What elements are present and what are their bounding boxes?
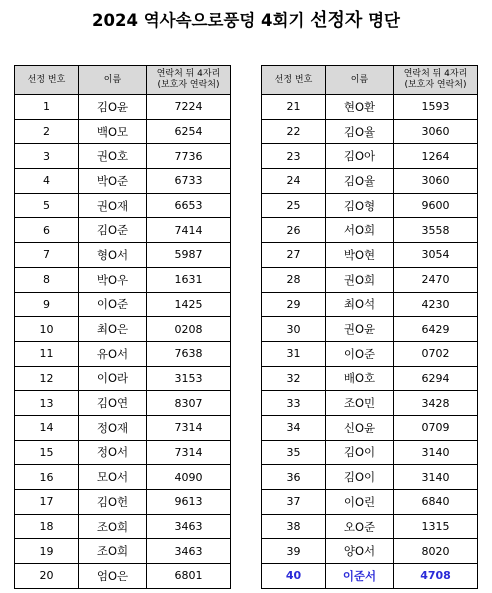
cell-number: 31 <box>262 341 326 366</box>
cell-phone: 4708 <box>394 564 478 589</box>
cell-name: 이O준 <box>326 341 394 366</box>
cell-phone: 6254 <box>147 119 231 144</box>
cell-number: 33 <box>262 391 326 416</box>
cell-number: 16 <box>15 465 79 490</box>
table-row <box>15 169 231 194</box>
cell-name: 백O모 <box>79 119 147 144</box>
cell-phone: 3054 <box>394 243 478 268</box>
cell-name: 엄O은 <box>79 564 147 589</box>
cell-name: 권O재 <box>79 193 147 218</box>
cell-phone: 3463 <box>147 539 231 564</box>
cell-phone: 3428 <box>394 391 478 416</box>
cell-number: 34 <box>262 415 326 440</box>
cell-phone: 3558 <box>394 218 478 243</box>
cell-number: 13 <box>15 391 79 416</box>
cell-name: 김O율 <box>326 119 394 144</box>
cell-phone: 2470 <box>394 267 478 292</box>
table-row <box>15 119 231 144</box>
table-row <box>15 341 231 366</box>
cell-phone: 6733 <box>147 169 231 194</box>
cell-number: 12 <box>15 366 79 391</box>
cell-name: 이O린 <box>326 490 394 515</box>
table-row <box>262 95 478 120</box>
cell-name: 최O석 <box>326 292 394 317</box>
cell-number: 19 <box>15 539 79 564</box>
cell-phone: 6429 <box>394 317 478 342</box>
cell-number: 5 <box>15 193 79 218</box>
cell-number: 36 <box>262 465 326 490</box>
cell-name: 조O민 <box>326 391 394 416</box>
page-title <box>0 6 492 32</box>
cell-number: 39 <box>262 539 326 564</box>
table-row <box>262 119 478 144</box>
cell-number: 27 <box>262 243 326 268</box>
cell-name: 배O호 <box>326 366 394 391</box>
cell-phone: 7314 <box>147 415 231 440</box>
cell-phone: 3140 <box>394 440 478 465</box>
cell-phone: 0709 <box>394 415 478 440</box>
table-row <box>262 391 478 416</box>
table-row <box>262 539 478 564</box>
header-phone-line2: (보호자 연락처) <box>404 80 467 90</box>
table-row <box>262 267 478 292</box>
table-row <box>262 465 478 490</box>
cell-phone: 9613 <box>147 490 231 515</box>
cell-phone: 6840 <box>394 490 478 515</box>
cell-number: 20 <box>15 564 79 589</box>
cell-number: 22 <box>262 119 326 144</box>
table-header-row <box>15 66 231 95</box>
table-row <box>262 218 478 243</box>
cell-phone: 1315 <box>394 514 478 539</box>
cell-phone: 3463 <box>147 514 231 539</box>
cell-phone: 1631 <box>147 267 231 292</box>
header-phone <box>147 66 231 95</box>
header-name: 이름 <box>326 66 394 95</box>
header-phone-line1: 연락처 뒤 4자리 <box>403 69 468 79</box>
table-row <box>262 292 478 317</box>
cell-number: 24 <box>262 169 326 194</box>
roster-table-right <box>261 65 478 589</box>
cell-phone: 7638 <box>147 341 231 366</box>
cell-name: 김O율 <box>326 169 394 194</box>
header-phone-line2: (보호자 연락처) <box>157 80 220 90</box>
cell-name: 유O서 <box>79 341 147 366</box>
table-row <box>262 490 478 515</box>
table-row <box>15 440 231 465</box>
cell-name: 현O환 <box>326 95 394 120</box>
title-suffix: 명단 <box>368 11 400 30</box>
cell-name: 모O서 <box>79 465 147 490</box>
cell-phone: 9600 <box>394 193 478 218</box>
cell-number: 38 <box>262 514 326 539</box>
cell-number: 17 <box>15 490 79 515</box>
table-row <box>15 366 231 391</box>
cell-name: 김O연 <box>79 391 147 416</box>
cell-phone: 1425 <box>147 292 231 317</box>
table-row <box>15 193 231 218</box>
table-row <box>262 415 478 440</box>
table-row <box>262 514 478 539</box>
cell-phone: 6653 <box>147 193 231 218</box>
table-row <box>262 341 478 366</box>
cell-number: 30 <box>262 317 326 342</box>
cell-phone: 3060 <box>394 119 478 144</box>
cell-phone: 5987 <box>147 243 231 268</box>
cell-number: 37 <box>262 490 326 515</box>
table-row <box>15 267 231 292</box>
cell-number: 10 <box>15 317 79 342</box>
cell-phone: 4230 <box>394 292 478 317</box>
table-row <box>15 539 231 564</box>
cell-phone: 3060 <box>394 169 478 194</box>
cell-phone: 6801 <box>147 564 231 589</box>
table-row <box>15 514 231 539</box>
table-row <box>15 415 231 440</box>
cell-phone: 8020 <box>394 539 478 564</box>
cell-number: 21 <box>262 95 326 120</box>
cell-number: 6 <box>15 218 79 243</box>
cell-name: 권O호 <box>79 144 147 169</box>
cell-number: 26 <box>262 218 326 243</box>
cell-number: 1 <box>15 95 79 120</box>
table-row <box>262 169 478 194</box>
cell-phone: 7314 <box>147 440 231 465</box>
cell-name: 형O서 <box>79 243 147 268</box>
table-row <box>15 564 231 589</box>
table-row <box>15 490 231 515</box>
cell-number: 32 <box>262 366 326 391</box>
cell-phone: 1264 <box>394 144 478 169</box>
cell-name: 정O서 <box>79 440 147 465</box>
cell-phone: 0208 <box>147 317 231 342</box>
header-name: 이름 <box>79 66 147 95</box>
cell-number: 3 <box>15 144 79 169</box>
cell-name: 박O우 <box>79 267 147 292</box>
cell-number: 18 <box>15 514 79 539</box>
cell-number: 14 <box>15 415 79 440</box>
cell-phone: 7414 <box>147 218 231 243</box>
cell-name: 조O희 <box>79 539 147 564</box>
cell-number: 11 <box>15 341 79 366</box>
cell-name: 김O이 <box>326 440 394 465</box>
cell-phone: 7736 <box>147 144 231 169</box>
table-row <box>15 218 231 243</box>
cell-number: 35 <box>262 440 326 465</box>
cell-name: 양O서 <box>326 539 394 564</box>
cell-number: 8 <box>15 267 79 292</box>
cell-name: 신O윤 <box>326 415 394 440</box>
cell-name: 권O윤 <box>326 317 394 342</box>
cell-number: 25 <box>262 193 326 218</box>
cell-name: 김O아 <box>326 144 394 169</box>
cell-number: 28 <box>262 267 326 292</box>
table-row <box>262 317 478 342</box>
cell-name: 이O라 <box>79 366 147 391</box>
cell-name: 최O은 <box>79 317 147 342</box>
table-row <box>15 317 231 342</box>
cell-name: 김O헌 <box>79 490 147 515</box>
cell-phone: 4090 <box>147 465 231 490</box>
roster-body-left <box>15 95 231 589</box>
table-row <box>15 144 231 169</box>
table-row <box>15 465 231 490</box>
roster-table-left <box>14 65 231 589</box>
table-row <box>262 144 478 169</box>
cell-number: 9 <box>15 292 79 317</box>
table-row <box>15 292 231 317</box>
cell-name: 권O희 <box>326 267 394 292</box>
table-row <box>15 391 231 416</box>
cell-number: 15 <box>15 440 79 465</box>
cell-phone: 3140 <box>394 465 478 490</box>
table-header-row <box>262 66 478 95</box>
cell-number: 7 <box>15 243 79 268</box>
cell-number: 29 <box>262 292 326 317</box>
cell-phone: 8307 <box>147 391 231 416</box>
cell-number: 40 <box>262 564 326 589</box>
cell-name: 정O재 <box>79 415 147 440</box>
table-row <box>262 193 478 218</box>
cell-name: 박O현 <box>326 243 394 268</box>
cell-number: 23 <box>262 144 326 169</box>
cell-name: 김O형 <box>326 193 394 218</box>
table-row <box>15 95 231 120</box>
header-phone-line1: 연락처 뒤 4자리 <box>156 69 221 79</box>
cell-name: 김O윤 <box>79 95 147 120</box>
header-number: 선정 번호 <box>15 66 79 95</box>
cell-phone: 0702 <box>394 341 478 366</box>
cell-name: 김O이 <box>326 465 394 490</box>
table-row <box>262 366 478 391</box>
table-row <box>262 564 478 589</box>
cell-name: 조O희 <box>79 514 147 539</box>
cell-number: 2 <box>15 119 79 144</box>
table-row <box>262 243 478 268</box>
cell-phone: 3153 <box>147 366 231 391</box>
header-phone <box>394 66 478 95</box>
cell-phone: 6294 <box>394 366 478 391</box>
cell-name: 오O준 <box>326 514 394 539</box>
header-number: 선정 번호 <box>262 66 326 95</box>
cell-phone: 7224 <box>147 95 231 120</box>
cell-name: 서O희 <box>326 218 394 243</box>
title-emphasis: 선정자 <box>310 10 363 31</box>
cell-name: 박O준 <box>79 169 147 194</box>
cell-number: 4 <box>15 169 79 194</box>
table-row <box>262 440 478 465</box>
roster-body-right <box>262 95 478 589</box>
title-prefix: 2024 역사속으로풍덩 4회기 <box>92 11 305 30</box>
cell-name: 김O준 <box>79 218 147 243</box>
table-row <box>15 243 231 268</box>
cell-name: 이O준 <box>79 292 147 317</box>
cell-name: 이준서 <box>326 564 394 589</box>
cell-phone: 1593 <box>394 95 478 120</box>
